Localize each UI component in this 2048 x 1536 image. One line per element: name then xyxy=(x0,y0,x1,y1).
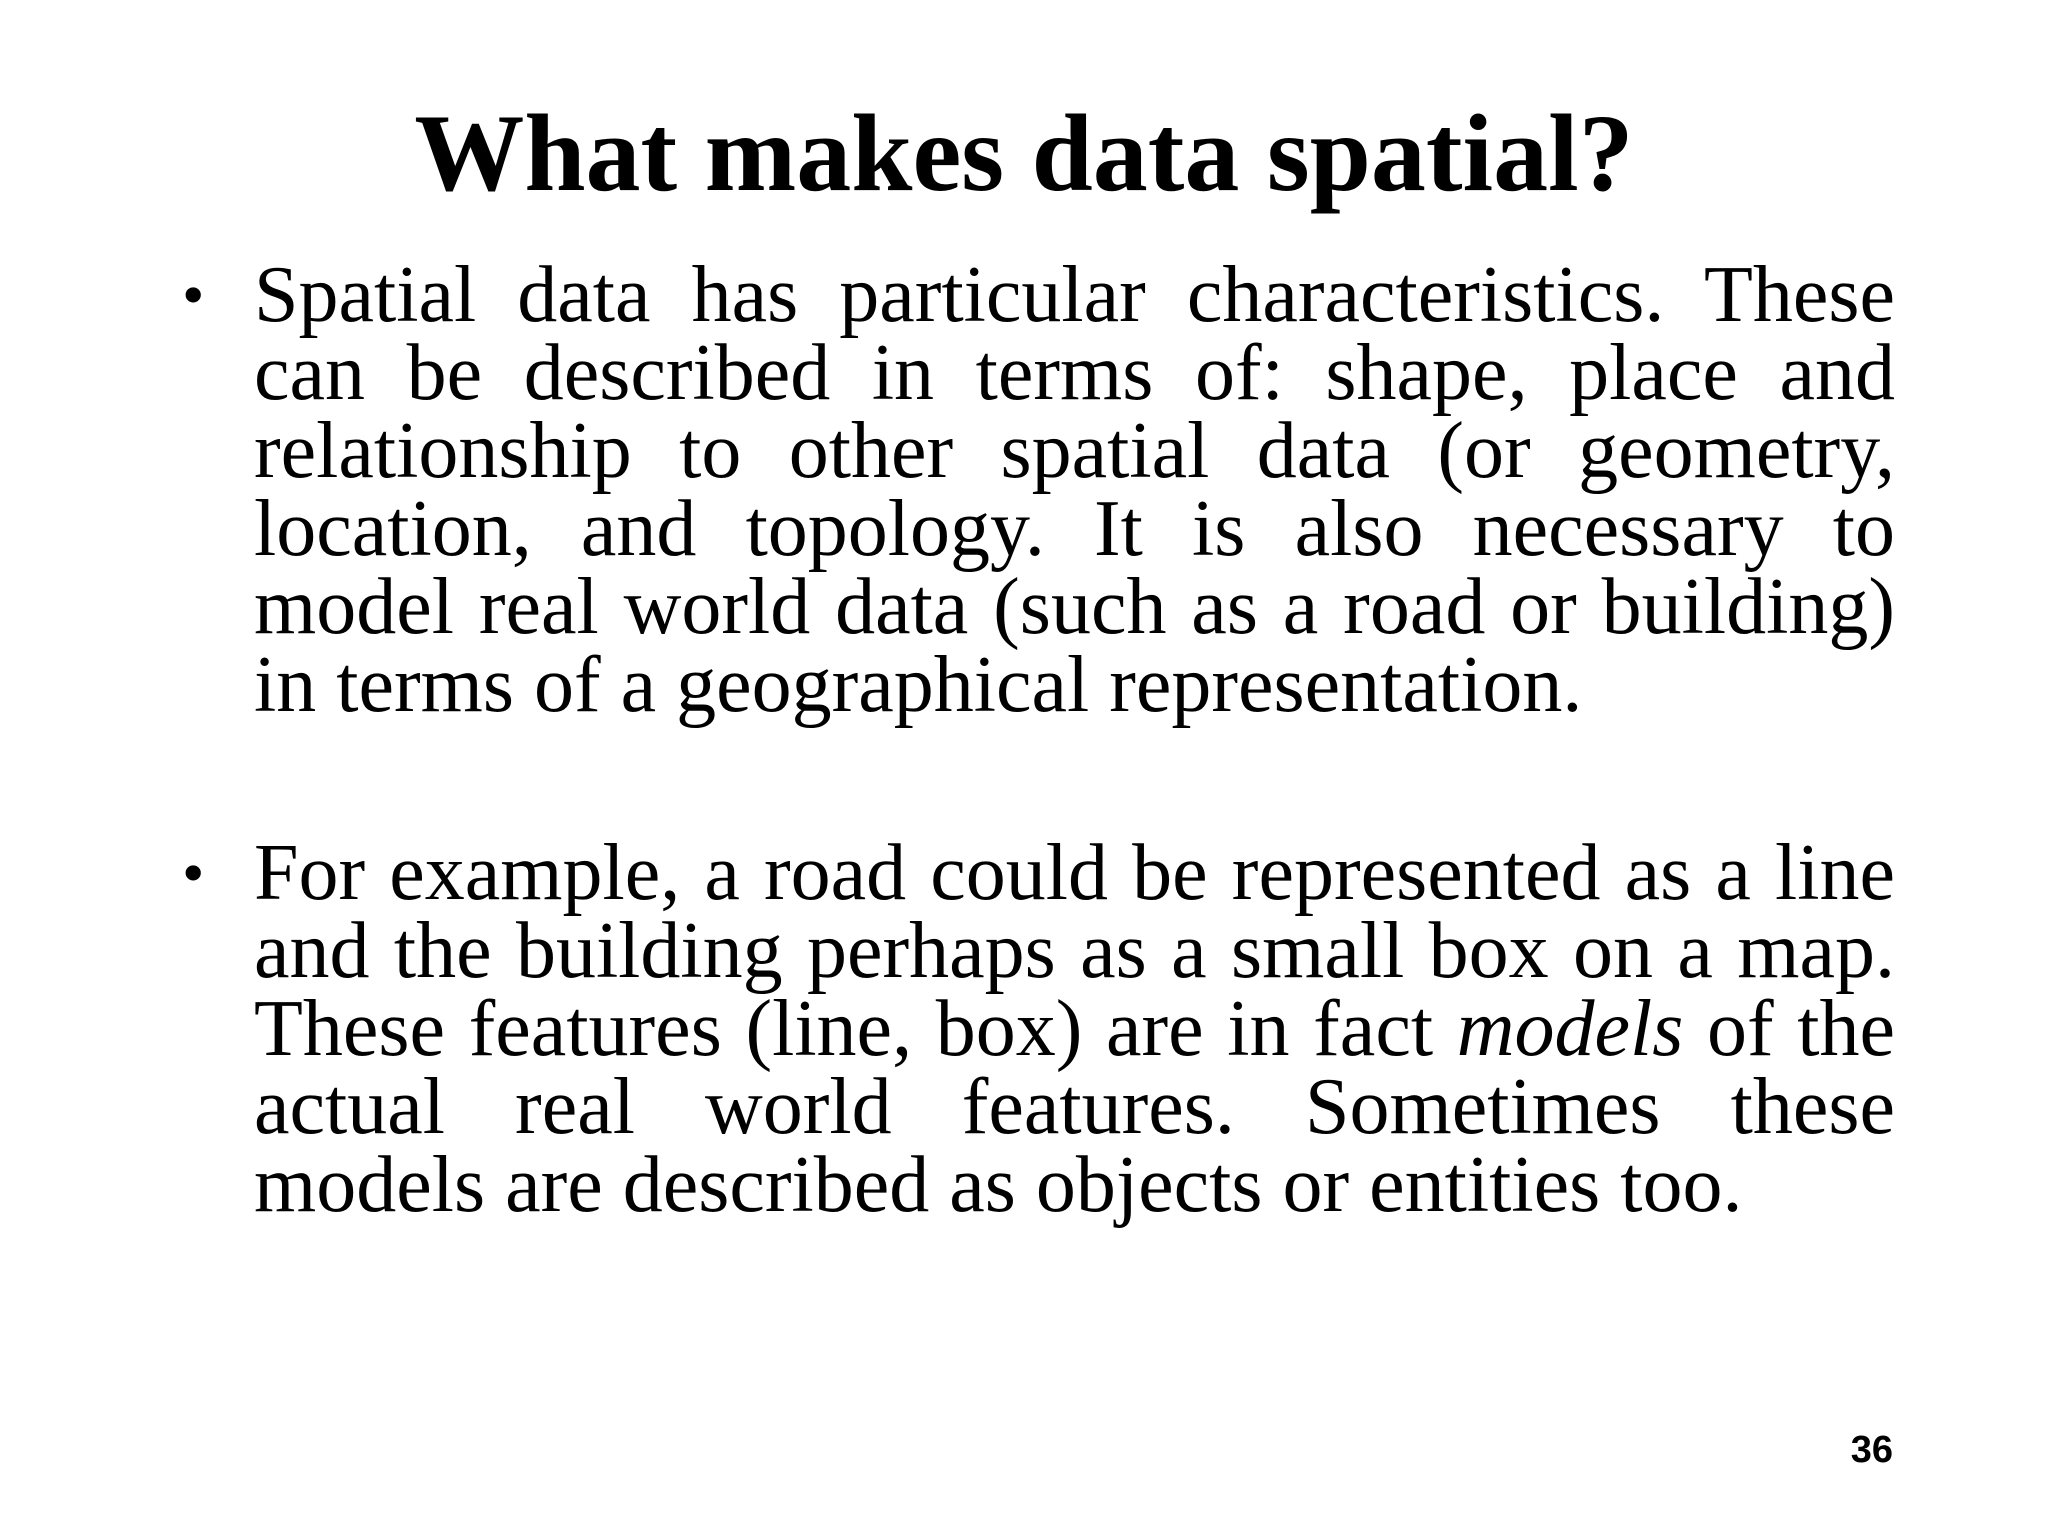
page-number: 36 xyxy=(1850,1429,1893,1471)
bullet-icon: • xyxy=(182,259,205,330)
emphasis-text: models xyxy=(1456,985,1684,1073)
bullet-list xyxy=(170,251,1896,1229)
bullet-text: Spatial data has particular characteristics. These can be described in terms of: shape, place and relationship to other spatial data (or geometry, location, and topology. It is also necessary to model real world data (such as a road or building) in terms of a geographical representation. xyxy=(254,251,1895,729)
bullet-icon: • xyxy=(182,837,205,908)
bullet-item-example xyxy=(170,829,1896,1229)
bullet-text xyxy=(254,829,1895,1229)
bullet-text-part: of the actual real world features. Sometimes these models are described as objects or entities too. xyxy=(254,985,1896,1229)
bullet-text-part: For example, a road could be represented as a line and the building perhaps as a small box on a map. These features (line, box) are in fact xyxy=(254,829,1895,1073)
bullet-item-characteristics xyxy=(170,251,1895,729)
slide-title: What makes data spatial? xyxy=(414,92,1634,214)
